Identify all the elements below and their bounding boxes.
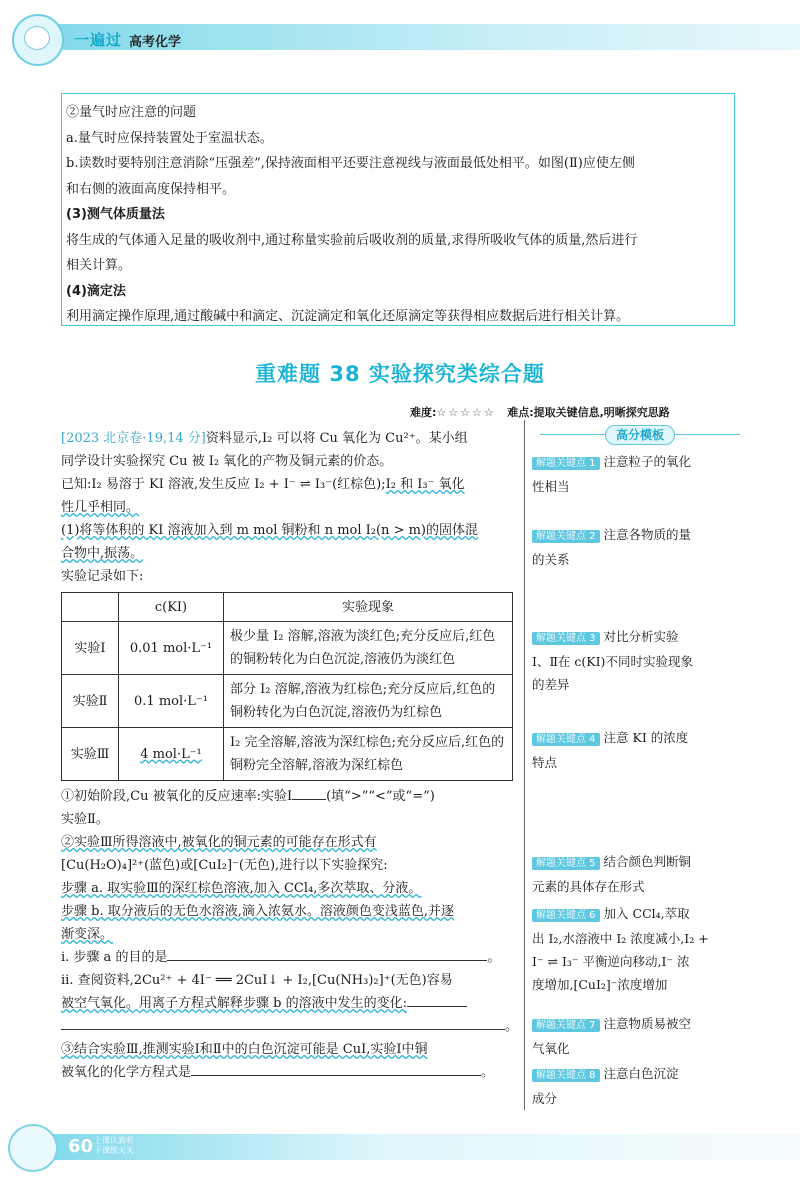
note-line: 利用滴定操作原理,通过酸碱中和滴定、沉淀滴定和氧化还原滴定等获得相应数据后进行相关计算。 bbox=[66, 309, 630, 324]
sidebar-header bbox=[540, 424, 740, 444]
key-point-text: 的差异 bbox=[532, 677, 570, 692]
answer-blank[interactable] bbox=[407, 992, 467, 1007]
problem-intro: 同学设计实验探究 Cu 被 I₂ 氧化的产物及铜元素的价态。 bbox=[61, 454, 393, 469]
key-point-tag: 解题关键点 8 bbox=[532, 1069, 600, 1082]
table-cell: 0.01 mol·L⁻¹ bbox=[119, 622, 224, 675]
key-point-text: 注意粒子的氧化 bbox=[603, 454, 692, 469]
key-point-text: 注意各物质的量 bbox=[603, 527, 692, 542]
key-point-tag: 解题关键点 1 bbox=[532, 457, 600, 470]
key-point-text: 加入 CCl₄,萃取 bbox=[603, 906, 690, 921]
problem-source: [2023 北京卷·19,14 分] bbox=[61, 431, 206, 446]
table-cell: 极少量 I₂ 溶解,溶液为淡红色;充分反应后,红色的铜粉转化为白色沉淀,溶液仍为淡红色 bbox=[224, 622, 513, 675]
table-cell: 实验Ⅲ bbox=[62, 728, 119, 781]
key-point-tag: 解题关键点 5 bbox=[532, 857, 600, 870]
difficulty-label: 难度: bbox=[410, 406, 437, 419]
sidebar-title: 高分模板 bbox=[605, 425, 675, 445]
table-header: c(KI) bbox=[119, 593, 224, 622]
key-point-tag: 解题关键点 4 bbox=[532, 733, 600, 746]
sub-ii: ⅱ. 查阅资料,2Cu²⁺ + 4I⁻ ══ 2CuI↓ + I₂,[Cu(NH₃)₂]⁺(无色)容易 bbox=[61, 973, 453, 988]
key-point-tag: 解题关键点 7 bbox=[532, 1019, 600, 1032]
footer-band bbox=[40, 1134, 800, 1160]
footer-slogan: 上课认真听 下课练天天 bbox=[94, 1136, 134, 1155]
note-heading-4: (4)滴定法 bbox=[66, 283, 126, 299]
question-1: 合物中,振荡。 bbox=[61, 546, 144, 561]
end-mark: 。 bbox=[505, 1019, 519, 1034]
difficulty-row bbox=[410, 404, 670, 420]
problem-known-key: I₂ 和 I₃⁻ 氧化 bbox=[385, 477, 465, 492]
table-header-row bbox=[62, 593, 513, 622]
key-point-text: 成分 bbox=[532, 1091, 558, 1106]
step-b: 渐变深。 bbox=[61, 927, 114, 942]
column-divider bbox=[524, 420, 525, 1110]
table-row bbox=[62, 728, 513, 781]
note-line: 相关计算。 bbox=[66, 258, 132, 273]
key-point-text: 性相当 bbox=[532, 479, 570, 494]
key-point bbox=[532, 1062, 746, 1110]
difficulty-stars-icon: ☆☆☆☆☆ bbox=[436, 406, 496, 419]
note-line: ②量气时应注意的问题 bbox=[66, 105, 197, 120]
key-point-text: 注意白色沉淀 bbox=[603, 1066, 679, 1081]
brand-name: 一遍过 bbox=[74, 31, 123, 49]
table-cell: 实验Ⅱ bbox=[62, 675, 119, 728]
problem-known: 已知:I₂ 易溶于 KI 溶液,发生反应 I₂ + I⁻ ⇌ I₃⁻(红棕色); bbox=[61, 477, 386, 492]
key-point bbox=[532, 850, 746, 898]
question-1: (1)将等体积的 KI 溶液加入到 m mol 铜粉和 n mol I₂(n > m)的固体混 bbox=[61, 523, 478, 538]
note-heading-3: (3)测气体质量法 bbox=[66, 207, 165, 222]
note-line: a.量气时应保持装置处于室温状态。 bbox=[66, 130, 273, 146]
table-row bbox=[62, 675, 513, 728]
problem-intro: 资料显示,I₂ 可以将 Cu 氧化为 Cu²⁺。某小组 bbox=[205, 431, 468, 446]
key-point-text: 元素的具体存在形式 bbox=[532, 879, 645, 894]
answer-blank[interactable] bbox=[191, 1061, 481, 1076]
key-point-text: 对比分析实验 bbox=[603, 629, 679, 644]
key-point-text: 注意物质易被空 bbox=[603, 1016, 692, 1031]
problem-body bbox=[61, 427, 521, 1084]
focus-text: 难点:提取关键信息,明晰探究思路 bbox=[507, 406, 670, 419]
section-title: 重难题 38 实验探究类综合题 bbox=[255, 362, 545, 386]
key-point-text: I⁻ ⇌ I₃⁻ 平衡逆向移动,I⁻ 浓 bbox=[532, 954, 690, 969]
subject-title: 高考化学 bbox=[129, 35, 182, 50]
end-mark: 。 bbox=[487, 950, 501, 965]
table-cell: 4 mol·L⁻¹ bbox=[119, 728, 224, 781]
table-row bbox=[62, 622, 513, 675]
key-point-text: 出 I₂,水溶液中 I₂ 浓度减小,I₂ + bbox=[532, 931, 709, 946]
table-cell: 部分 I₂ 溶解,溶液为红棕色;充分反应后,红色的铜粉转化为白色沉淀,溶液仍为红棕色 bbox=[224, 675, 513, 728]
table-cell: 实验Ⅰ bbox=[62, 622, 119, 675]
problem-known-key: 性几乎相同。 bbox=[61, 500, 140, 515]
mascot-icon bbox=[8, 1124, 58, 1172]
page-header bbox=[0, 14, 800, 70]
key-point bbox=[532, 902, 746, 996]
table-cell: 0.1 mol·L⁻¹ bbox=[119, 675, 224, 728]
sub-question-1: (填“>”“<”或“=”) bbox=[326, 789, 435, 804]
key-point-text: 注意 KI 的浓度 bbox=[603, 730, 689, 745]
sub-i: ⅰ. 步骤 a 的目的是 bbox=[61, 950, 168, 965]
key-point bbox=[532, 450, 746, 498]
step-b: 步骤 b. 取分液后的无色水溶液,滴入浓氨水。溶液颜色变浅蓝色,并逐 bbox=[61, 904, 454, 919]
key-point-text: Ⅰ、Ⅱ在 c(KI)不同时实验现象 bbox=[532, 654, 693, 669]
key-point bbox=[532, 625, 746, 696]
answer-blank[interactable] bbox=[61, 1015, 505, 1030]
end-mark: 。 bbox=[481, 1065, 495, 1080]
sub-question-1: 实验Ⅱ。 bbox=[61, 812, 109, 827]
notes-box bbox=[61, 93, 735, 326]
key-point bbox=[532, 523, 746, 571]
sub-ii: 被空气氧化。用离子方程式解释步骤 b 的溶液中发生的变化: bbox=[61, 996, 407, 1011]
key-point-text: 特点 bbox=[532, 755, 558, 770]
record-label: 实验记录如下: bbox=[61, 569, 144, 584]
answer-blank[interactable] bbox=[292, 785, 326, 800]
page-number: 60 bbox=[68, 1136, 94, 1157]
mascot-face-icon bbox=[24, 26, 50, 50]
table-cell: I₂ 完全溶解,溶液为深红棕色;充分反应后,红色的铜粉完全溶解,溶液为深红棕色 bbox=[224, 728, 513, 781]
experiment-table bbox=[61, 592, 513, 781]
note-line: 将生成的气体通入足量的吸收剂中,通过称量实验前后吸收剂的质量,求得所吸收气体的质量,然后进行 bbox=[66, 232, 638, 248]
key-point bbox=[532, 1012, 746, 1060]
key-point-text: 结合颜色判断铜 bbox=[603, 854, 692, 869]
key-point-tag: 解题关键点 6 bbox=[532, 909, 600, 922]
key-point-tag: 解题关键点 2 bbox=[532, 530, 600, 543]
sub-question-3: ③结合实验Ⅲ,推测实验Ⅰ和Ⅱ中的白色沉淀可能是 CuI,实验Ⅰ中铜 bbox=[61, 1042, 428, 1057]
note-line: b.读数时要特别注意消除“压强差”,保持液面相平还要注意视线与液面最低处相平。如图(Ⅱ)应使左侧 bbox=[66, 156, 635, 171]
sub-question-1: ①初始阶段,Cu 被氧化的反应速率:实验Ⅰ bbox=[61, 789, 293, 804]
page-footer bbox=[0, 1120, 800, 1178]
table-header bbox=[62, 593, 119, 622]
sub-question-2: [Cu(H₂O)₄]²⁺(蓝色)或[CuI₂]⁻(无色),进行以下实验探究: bbox=[61, 858, 388, 873]
sub-question-2: ②实验Ⅲ所得溶液中,被氧化的铜元素的可能存在形式有 bbox=[61, 835, 377, 850]
key-point-text: 的关系 bbox=[532, 552, 570, 567]
key-point-tag: 解题关键点 3 bbox=[532, 632, 600, 645]
key-point-text: 气氧化 bbox=[532, 1041, 570, 1056]
note-line: 和右侧的液面高度保持相平。 bbox=[66, 181, 236, 197]
key-point-text: 度增加,[CuI₂]⁻浓度增加 bbox=[532, 977, 668, 992]
table-header: 实验现象 bbox=[224, 593, 513, 622]
step-a: 步骤 a. 取实验Ⅲ的深红棕色溶液,加入 CCl₄,多次萃取、分液。 bbox=[61, 881, 422, 896]
key-point bbox=[532, 726, 746, 774]
sub-question-3: 被氧化的化学方程式是 bbox=[61, 1065, 192, 1080]
answer-blank[interactable] bbox=[167, 946, 487, 961]
